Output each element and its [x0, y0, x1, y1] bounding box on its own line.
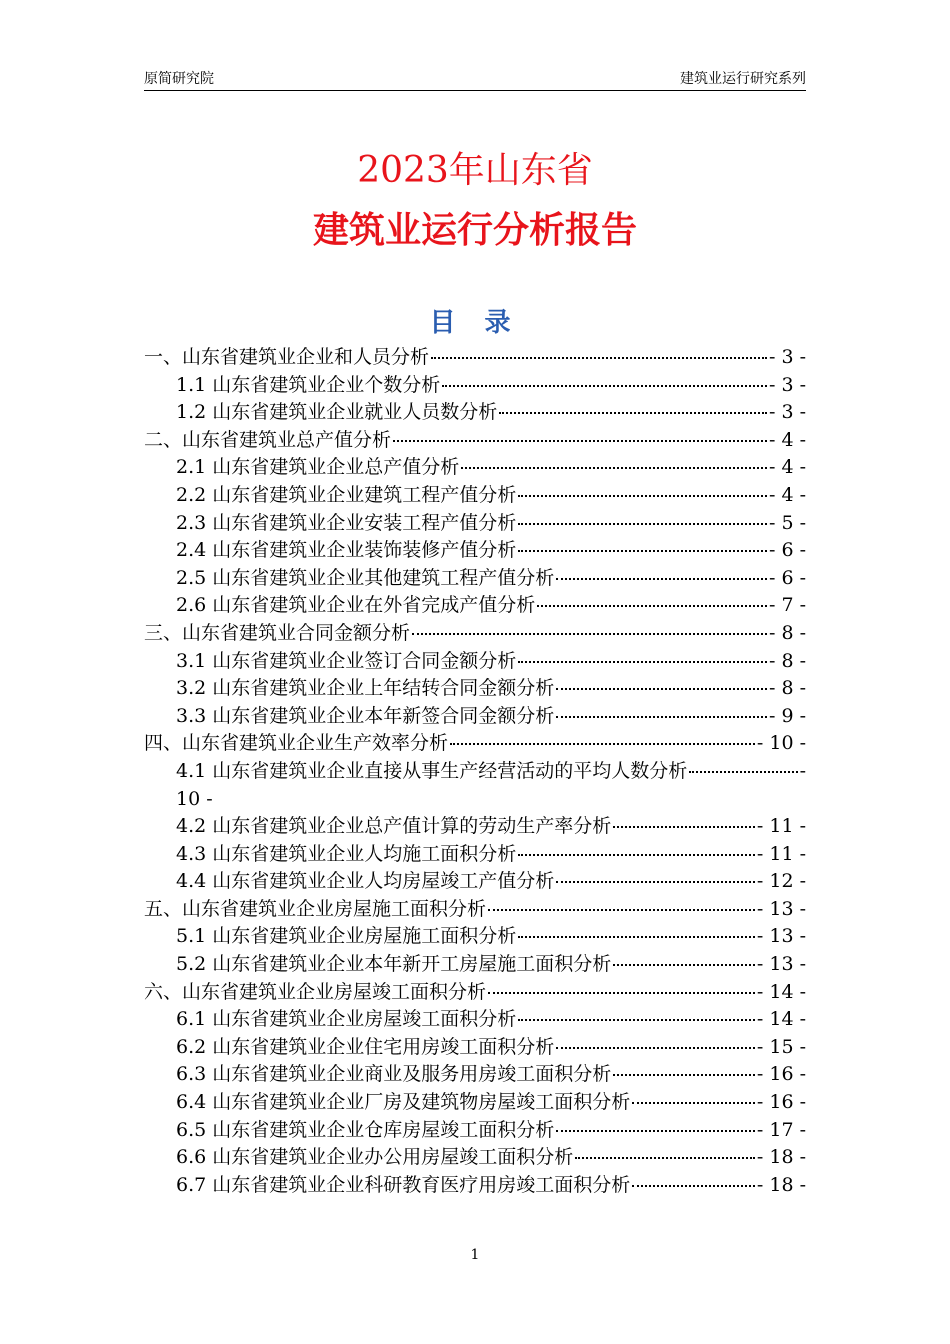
toc-entry[interactable] [144, 758, 806, 786]
page-number: 1 [470, 1247, 480, 1263]
toc-leader-dots [613, 964, 755, 966]
toc-entry-page: - 8 - [768, 621, 806, 644]
toc-entry[interactable] [144, 1117, 806, 1145]
toc-entry-title: 3.2 山东省建筑业企业上年结转合同金额分析 [176, 677, 555, 700]
toc-entry-title: 2.1 山东省建筑业企业总产值分析 [176, 456, 460, 479]
toc-entry[interactable] [144, 372, 806, 400]
toc-entry-title: 6.7 山东省建筑业企业科研教育医疗用房竣工面积分析 [176, 1173, 631, 1196]
toc-entry-title: 1.2 山东省建筑业企业就业人员数分析 [176, 401, 498, 424]
toc-leader-dots [556, 881, 755, 883]
toc-entry-title: 4.3 山东省建筑业企业人均施工面积分析 [176, 842, 517, 865]
toc-leader-dots [518, 550, 767, 552]
toc-entry-page: - 12 - [756, 870, 806, 893]
toc-entry[interactable] [144, 1034, 806, 1062]
toc-entry[interactable] [144, 703, 806, 731]
toc-leader-dots [488, 909, 755, 911]
toc-entry[interactable] [144, 923, 806, 951]
toc-leader-dots [632, 1185, 755, 1187]
toc-entry[interactable] [144, 510, 806, 538]
toc-leader-dots [518, 661, 767, 663]
toc-entry-title: 三、山东省建筑业合同金额分析 [144, 621, 411, 644]
toc-entry[interactable] [144, 1061, 806, 1089]
toc-heading: 目 录 [429, 308, 521, 338]
toc-entry[interactable] [144, 454, 806, 482]
toc-entry-page: - 8 - [768, 677, 806, 700]
header-divider [144, 90, 806, 91]
toc-entry-page: - 11 - [756, 815, 806, 838]
toc-entry-title: 6.5 山东省建筑业企业仓库房屋竣工面积分析 [176, 1118, 555, 1141]
toc-entry[interactable] [144, 979, 806, 1007]
toc-leader-dots [613, 826, 755, 828]
toc-entry-page: - 10 - [756, 732, 806, 755]
toc-entry-page: - 13 - [756, 953, 806, 976]
toc-entry-title: 3.3 山东省建筑业企业本年新签合同金额分析 [176, 704, 555, 727]
toc-leader-dots [518, 936, 755, 938]
toc-leader-dots [556, 688, 767, 690]
toc-entry-title: 6.1 山东省建筑业企业房屋竣工面积分析 [176, 1008, 517, 1031]
toc-entry-page: - 3 - [768, 401, 806, 424]
toc-leader-dots [537, 605, 767, 607]
toc-entry-title: 2.3 山东省建筑业企业安装工程产值分析 [176, 511, 517, 534]
toc-leader-dots [556, 1130, 755, 1132]
toc-leader-dots [556, 1047, 755, 1049]
toc-entry-title: 六、山东省建筑业企业房屋竣工面积分析 [144, 980, 487, 1003]
toc-entry-page: - 5 - [768, 511, 806, 534]
toc-entry-title: 4.4 山东省建筑业企业人均房屋竣工产值分析 [176, 870, 555, 893]
toc-entry-title: 二、山东省建筑业总产值分析 [144, 428, 392, 451]
toc-leader-dots [499, 412, 767, 414]
toc-entry[interactable] [144, 1089, 806, 1117]
toc-entry-title: 2.4 山东省建筑业企业装饰装修产值分析 [176, 539, 517, 562]
toc-entry[interactable] [144, 482, 806, 510]
report-title-line2: 建筑业运行分析报告 [312, 209, 637, 251]
toc-leader-dots [518, 854, 755, 856]
toc-entry-page-wrapped: 10 - [176, 787, 213, 810]
toc-entry[interactable] [144, 813, 806, 841]
toc-entry-page: - 7 - [768, 594, 806, 617]
toc-leader-dots [412, 633, 767, 635]
report-title-line1: 2023年山东省 [357, 150, 593, 191]
toc-entry[interactable] [144, 565, 806, 593]
toc-entry-title: 2.6 山东省建筑业企业在外省完成产值分析 [176, 594, 536, 617]
toc-leader-dots [575, 1157, 755, 1159]
toc-entry-page: - 6 - [768, 539, 806, 562]
toc-entry-page: - 14 - [756, 980, 806, 1003]
toc-entry-title: 2.5 山东省建筑业企业其他建筑工程产值分析 [176, 566, 555, 589]
toc-entry-title: 3.1 山东省建筑业企业签订合同金额分析 [176, 649, 517, 672]
toc-entry-page: - 18 - [756, 1173, 806, 1196]
toc-entry[interactable] [144, 1144, 806, 1172]
header-right-text: 建筑业运行研究系列 [680, 71, 806, 87]
toc-entry-page: - 15 - [756, 1035, 806, 1058]
toc-leader-dots [632, 1102, 755, 1104]
toc-entry-page: - 9 - [768, 704, 806, 727]
toc-entry-title: 6.2 山东省建筑业企业住宅用房竣工面积分析 [176, 1035, 555, 1058]
toc-leader-dots [556, 716, 767, 718]
toc-entry-title: 2.2 山东省建筑业企业建筑工程产值分析 [176, 483, 517, 506]
toc-entry-page: - 17 - [756, 1118, 806, 1141]
toc-entry-page: - 13 - [756, 897, 806, 920]
toc-entry-page: - 3 - [768, 346, 806, 368]
toc-entry[interactable] [144, 648, 806, 676]
toc-leader-dots [613, 1074, 755, 1076]
toc-leader-dots [488, 992, 755, 994]
toc-entry-page: - 13 - [756, 925, 806, 948]
toc-leader-dots [689, 771, 797, 773]
toc-entry-page: - 4 - [768, 456, 806, 479]
toc-entry[interactable] [144, 592, 806, 620]
toc-entry-page: - 14 - [756, 1008, 806, 1031]
toc-leader-dots [518, 523, 767, 525]
toc-entry-title: 1.1 山东省建筑业企业个数分析 [176, 373, 441, 396]
toc-entry-page: - 18 - [756, 1146, 806, 1169]
toc-leader-dots [442, 385, 767, 387]
toc-entry-title: 6.6 山东省建筑业企业办公用房屋竣工面积分析 [176, 1146, 574, 1169]
toc-entry-title: 4.1 山东省建筑业企业直接从事生产经营活动的平均人数分析 [176, 759, 688, 782]
toc-leader-dots [431, 357, 767, 359]
toc-entry-page: - 11 - [756, 842, 806, 865]
toc-entry[interactable] [144, 675, 806, 703]
header-left-text: 原简研究院 [144, 71, 214, 87]
toc-entry[interactable] [144, 1006, 806, 1034]
toc-entry-title: 五、山东省建筑业企业房屋施工面积分析 [144, 897, 487, 920]
toc-entry[interactable] [144, 427, 806, 455]
toc-entry-title: 4.2 山东省建筑业企业总产值计算的劳动生产率分析 [176, 815, 612, 838]
table-of-contents [144, 344, 806, 1199]
toc-entry-title: 5.2 山东省建筑业企业本年新开工房屋施工面积分析 [176, 953, 612, 976]
toc-entry-page: - 3 - [768, 373, 806, 396]
toc-entry[interactable] [144, 896, 806, 924]
toc-entry-page: - 16 - [756, 1091, 806, 1114]
toc-entry[interactable] [144, 399, 806, 427]
toc-entry-page: - 6 - [768, 566, 806, 589]
toc-entry[interactable] [144, 841, 806, 869]
toc-entry-title: 四、山东省建筑业企业生产效率分析 [144, 732, 449, 755]
toc-entry-title: 一、山东省建筑业企业和人员分析 [144, 346, 430, 368]
toc-entry[interactable] [144, 344, 806, 372]
toc-entry-page: - 16 - [756, 1063, 806, 1086]
toc-leader-dots [450, 743, 755, 745]
toc-entry-title: 6.3 山东省建筑业企业商业及服务用房竣工面积分析 [176, 1063, 612, 1086]
toc-entry[interactable] [144, 620, 806, 648]
toc-entry-page: - 4 - [768, 483, 806, 506]
toc-entry-page: - 8 - [768, 649, 806, 672]
toc-entry[interactable] [144, 537, 806, 565]
toc-leader-dots [461, 467, 767, 469]
toc-entry[interactable] [144, 730, 806, 758]
toc-leader-dots [556, 578, 767, 580]
toc-leader-dots [518, 1019, 755, 1021]
toc-entry-page: - 4 - [768, 428, 806, 451]
toc-entry-title: 5.1 山东省建筑业企业房屋施工面积分析 [176, 925, 517, 948]
toc-entry[interactable] [144, 951, 806, 979]
toc-entry[interactable] [144, 868, 806, 896]
toc-leader-dots [518, 495, 767, 497]
toc-entry-title: 6.4 山东省建筑业企业厂房及建筑物房屋竣工面积分析 [176, 1091, 631, 1114]
toc-entry[interactable] [144, 1172, 806, 1200]
toc-leader-dots [393, 440, 767, 442]
toc-entry-page: - [799, 759, 806, 782]
